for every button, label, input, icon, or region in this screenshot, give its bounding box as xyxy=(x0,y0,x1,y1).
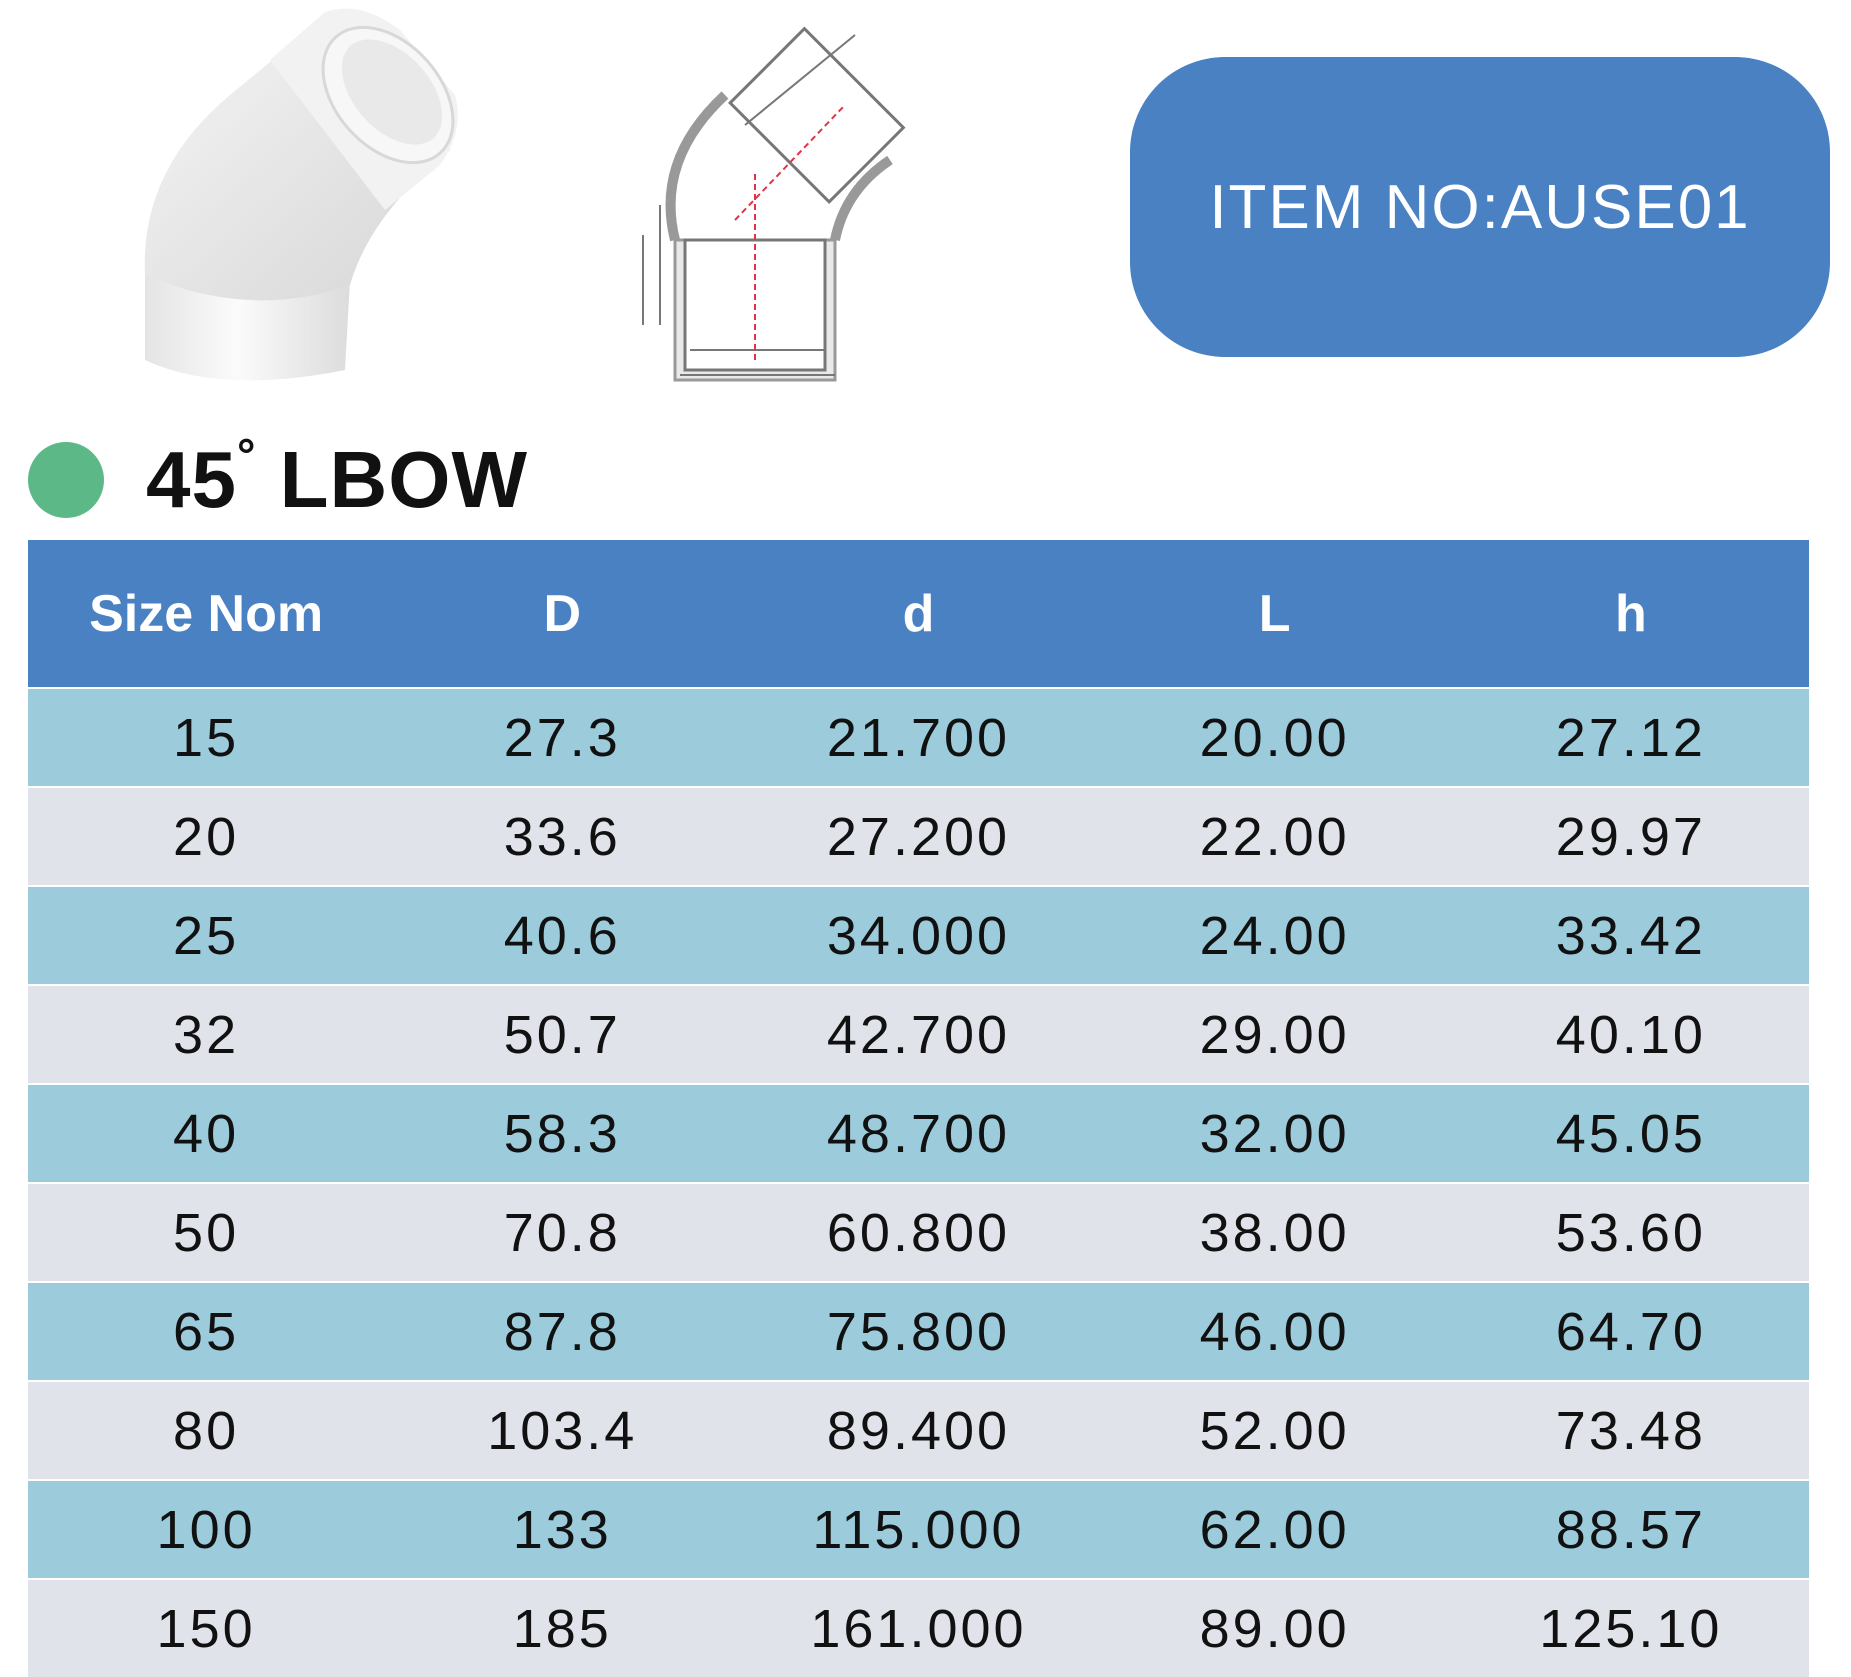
table-cell: 103.4 xyxy=(384,1381,740,1480)
table-cell: 33.42 xyxy=(1453,886,1809,985)
table-row xyxy=(28,985,1809,1084)
table-cell: 125.10 xyxy=(1453,1579,1809,1677)
header-height: h xyxy=(1453,540,1809,688)
table-cell: 38.00 xyxy=(1097,1183,1453,1282)
table-cell: 50 xyxy=(28,1183,384,1282)
table-cell: 27.3 xyxy=(384,688,740,787)
table-cell: 20 xyxy=(28,787,384,886)
table-row xyxy=(28,1282,1809,1381)
table-cell: 20.00 xyxy=(1097,688,1453,787)
table-cell: 185 xyxy=(384,1579,740,1677)
table-cell: 48.700 xyxy=(740,1084,1096,1183)
table-cell: 22.00 xyxy=(1097,787,1453,886)
table-cell: 24.00 xyxy=(1097,886,1453,985)
table-cell: 34.000 xyxy=(740,886,1096,985)
table-row xyxy=(28,886,1809,985)
product-title-row xyxy=(28,430,528,530)
table-cell: 50.7 xyxy=(384,985,740,1084)
table-cell: 27.200 xyxy=(740,787,1096,886)
table-cell: 89.400 xyxy=(740,1381,1096,1480)
table-cell: 64.70 xyxy=(1453,1282,1809,1381)
table-cell: 80 xyxy=(28,1381,384,1480)
table-cell: 29.97 xyxy=(1453,787,1809,886)
table-cell: 115.000 xyxy=(740,1480,1096,1579)
table-cell: 27.12 xyxy=(1453,688,1809,787)
table-cell: 53.60 xyxy=(1453,1183,1809,1282)
elbow-technical-drawing xyxy=(615,20,955,390)
header-length: L xyxy=(1097,540,1453,688)
table-cell: 62.00 xyxy=(1097,1480,1453,1579)
table-row xyxy=(28,1381,1809,1480)
header-outer-diameter: D xyxy=(384,540,740,688)
elbow-product-photo xyxy=(120,0,460,395)
table-cell: 40.6 xyxy=(384,886,740,985)
table-cell: 58.3 xyxy=(384,1084,740,1183)
table-cell: 161.000 xyxy=(740,1579,1096,1677)
title-angle: 45 xyxy=(146,435,237,524)
table-row xyxy=(28,1579,1809,1677)
header-size-nom: Size Nom xyxy=(28,540,384,688)
table-cell: 52.00 xyxy=(1097,1381,1453,1480)
bullet-dot-icon xyxy=(28,442,104,518)
table-cell: 87.8 xyxy=(384,1282,740,1381)
title-degree-sign: ° xyxy=(236,429,257,482)
table-cell: 100 xyxy=(28,1480,384,1579)
table-cell: 40.10 xyxy=(1453,985,1809,1084)
item-number-badge xyxy=(1130,57,1830,357)
table-cell: 45.05 xyxy=(1453,1084,1809,1183)
table-cell: 33.6 xyxy=(384,787,740,886)
product-title xyxy=(146,429,528,526)
table-cell: 89.00 xyxy=(1097,1579,1453,1677)
header-inner-diameter: d xyxy=(740,540,1096,688)
table-cell: 60.800 xyxy=(740,1183,1096,1282)
table-row xyxy=(28,1480,1809,1579)
table-cell: 40 xyxy=(28,1084,384,1183)
table-cell: 75.800 xyxy=(740,1282,1096,1381)
table-cell: 65 xyxy=(28,1282,384,1381)
table-cell: 25 xyxy=(28,886,384,985)
table-cell: 46.00 xyxy=(1097,1282,1453,1381)
table-row xyxy=(28,1183,1809,1282)
table-row xyxy=(28,787,1809,886)
item-number-text: ITEM NO:AUSE01 xyxy=(1209,172,1751,242)
dimensions-table xyxy=(28,540,1809,1677)
table-cell: 133 xyxy=(384,1480,740,1579)
table-cell: 32 xyxy=(28,985,384,1084)
title-suffix: LBOW xyxy=(256,435,528,524)
table-cell: 73.48 xyxy=(1453,1381,1809,1480)
table-cell: 42.700 xyxy=(740,985,1096,1084)
table-cell: 21.700 xyxy=(740,688,1096,787)
table-cell: 150 xyxy=(28,1579,384,1677)
table-row xyxy=(28,1084,1809,1183)
table-cell: 32.00 xyxy=(1097,1084,1453,1183)
table-cell: 15 xyxy=(28,688,384,787)
table-cell: 88.57 xyxy=(1453,1480,1809,1579)
table-cell: 29.00 xyxy=(1097,985,1453,1084)
table-row xyxy=(28,688,1809,787)
table-header-row xyxy=(28,540,1809,688)
table-cell: 70.8 xyxy=(384,1183,740,1282)
